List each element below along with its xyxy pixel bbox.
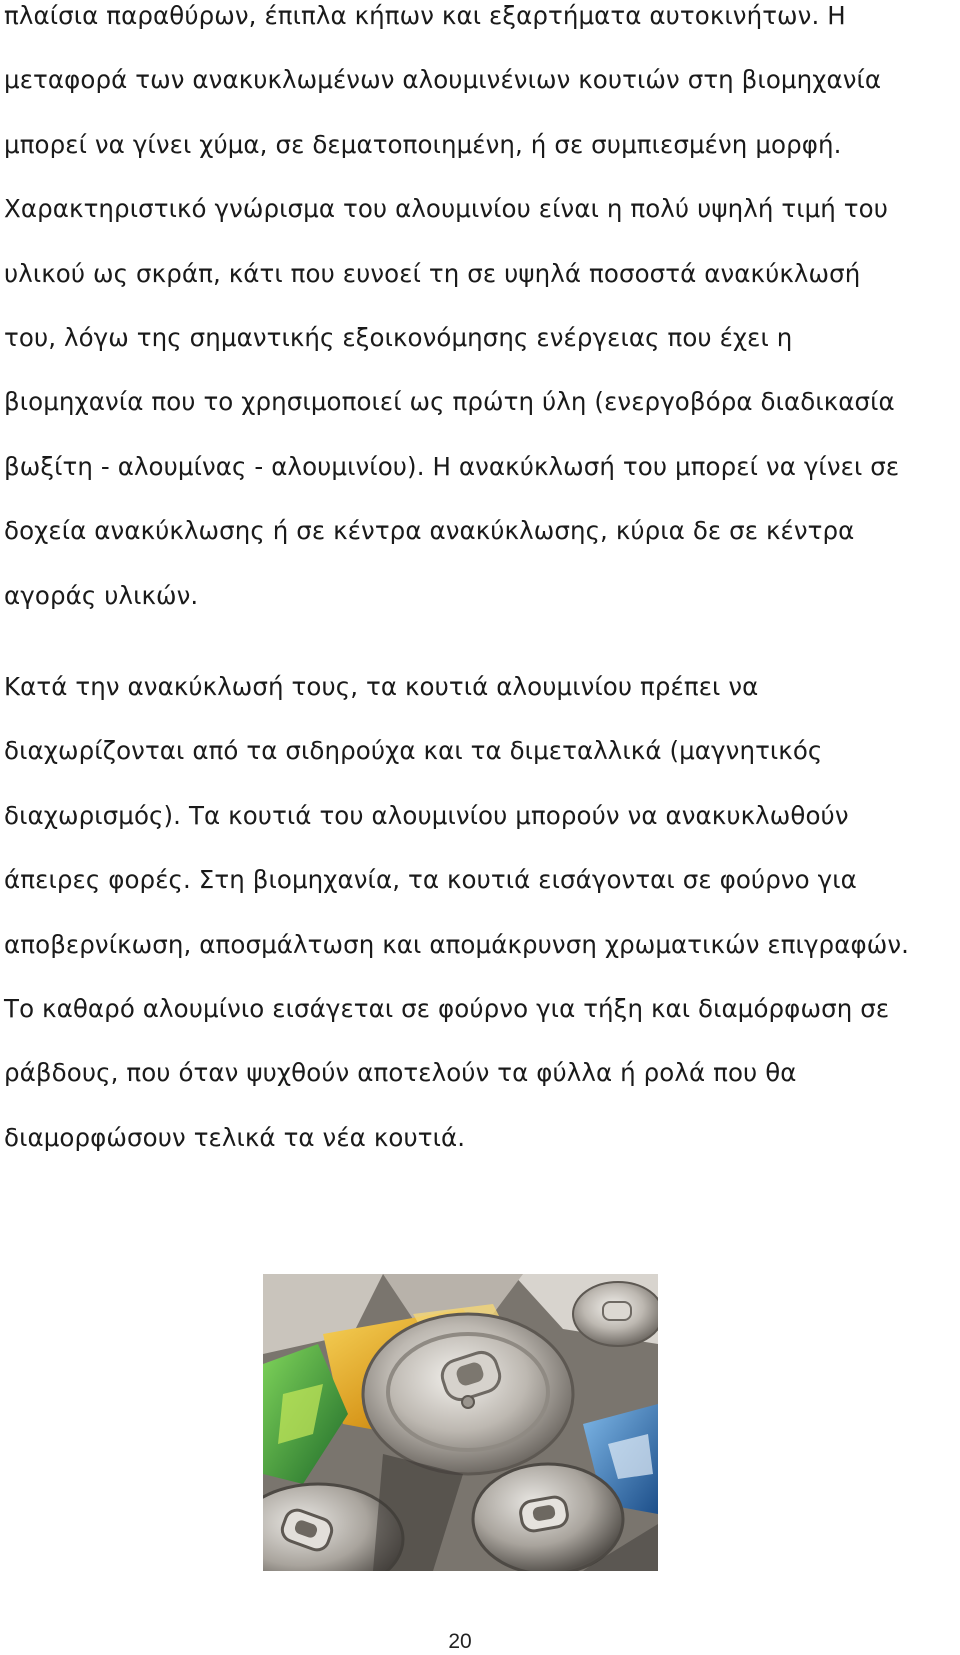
text-line: Το καθαρό αλουμίνιο εισάγεται σε φούρνο για τήξη και διαμόρφωση σε (4, 994, 890, 1024)
text-line: Κατά την ανακύκλωσή τους, τα κουτιά αλουμινίου πρέπει να (4, 672, 759, 701)
text-line: διαχωρισμός). Τα κουτιά του αλουμινίου μπορούν να ανακυκλωθούν (4, 800, 849, 830)
text-line: βωξίτη - αλουμίνας - αλουμινίου). Η ανακύκλωσή του μπορεί να γίνει σε (4, 451, 900, 481)
text-line: υλικού ως σκράπ, κάτι που ευνοεί τη σε υψηλά ποσοστά ανακύκλωσή (4, 258, 861, 288)
text-line: άπειρες φορές. Στη βιομηχανία, τα κουτιά εισάγονται σε φούρνο για (4, 865, 857, 895)
page-number: 20 (448, 1630, 472, 1653)
text-line: ράβδους, που όταν ψυχθούν αποτελούν τα φύλλα ή ρολά που θα (4, 1058, 797, 1088)
paragraph-1 (4, 0, 954, 628)
text-line: βιομηχανία που το χρησιμοποιεί ως πρώτη ύλη (ενεργοβόρα διαδικασία (4, 387, 895, 417)
text-line: μεταφορά των ανακυκλωμένων αλουμινένιων κουτιών στη βιομηχανία (4, 65, 882, 95)
text-line: του, λόγω της σημαντικής εξοικονόμησης ενέργειας που έχει η (4, 323, 793, 353)
text-line: αποβερνίκωση, αποσμάλτωση και απομάκρυνση χρωματικών επιγραφών. (4, 929, 909, 959)
text-line: διαμορφώσουν τελικά τα νέα κουτιά. (4, 1122, 466, 1152)
paragraph-2 (4, 655, 954, 1170)
text-line: αγοράς υλικών. (4, 580, 199, 610)
text-line: δοχεία ανακύκλωσης ή σε κέντρα ανακύκλωσης, κύρια δε σε κέντρα (4, 516, 855, 546)
crushed-cans-photo (263, 1274, 658, 1571)
pull-tab-icon (603, 1302, 631, 1320)
text-line: μπορεί να γίνει χύμα, σε δεματοποιημένη, ή σε συμπιεσμένη μορφή. (4, 129, 842, 159)
text-line: πλαίσια παραθύρων, έπιπλα κήπων και εξαρτήματα αυτοκινήτων. Η (4, 1, 846, 30)
text-line: διαχωρίζονται από τα σιδηρούχα και τα διμεταλλικά (μαγνητικός (4, 736, 823, 766)
text-line: Χαρακτηριστικό γνώρισμα του αλουμινίου είναι η πολύ υψηλή τιμή του (4, 194, 889, 224)
